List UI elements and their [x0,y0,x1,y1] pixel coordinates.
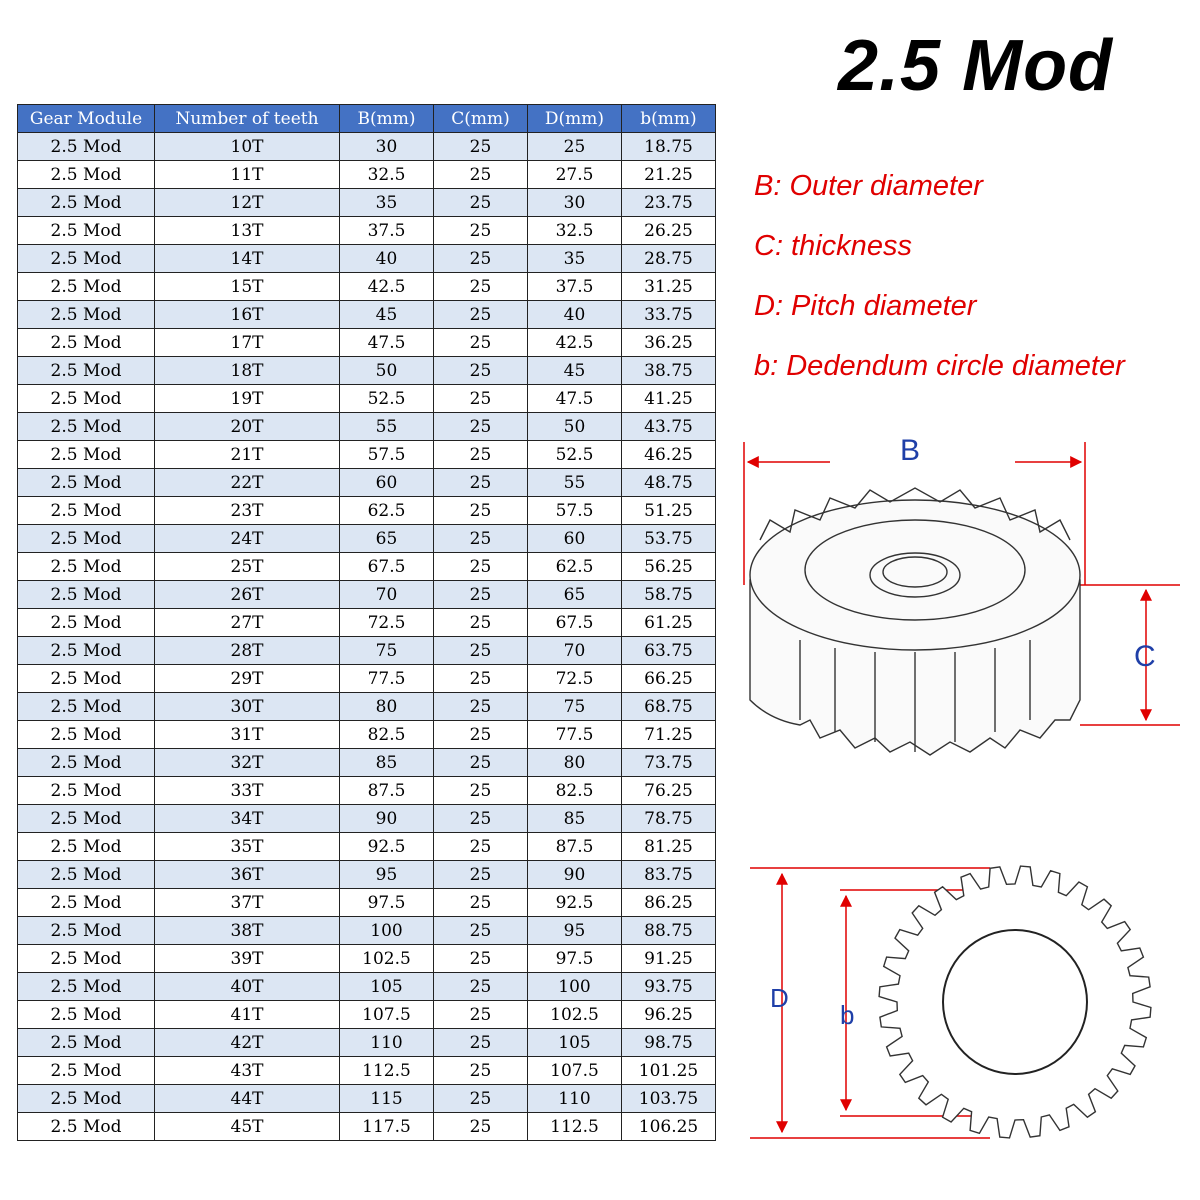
table-cell: 2.5 Mod [18,329,155,357]
table-cell: 26.25 [622,217,716,245]
table-cell: 93.75 [622,973,716,1001]
table-cell: 57.5 [340,441,434,469]
table-cell: 38T [155,917,340,945]
table-row [18,805,716,833]
table-cell: 25 [434,1113,528,1141]
table-cell: 20T [155,413,340,441]
table-cell: 58.75 [622,581,716,609]
table-cell: 25 [434,917,528,945]
table-cell: 2.5 Mod [18,357,155,385]
table-cell: 2.5 Mod [18,189,155,217]
table-cell: 35T [155,833,340,861]
column-header: D(mm) [528,105,622,133]
table-cell: 45 [528,357,622,385]
table-cell: 80 [340,693,434,721]
table-cell: 86.25 [622,889,716,917]
table-cell: 110 [340,1029,434,1057]
table-cell: 25 [434,245,528,273]
table-row [18,189,716,217]
table-row [18,665,716,693]
table-cell: 48.75 [622,469,716,497]
table-cell: 52.5 [528,441,622,469]
table-cell: 37T [155,889,340,917]
table-row [18,217,716,245]
table-cell: 67.5 [340,553,434,581]
table-cell: 2.5 Mod [18,217,155,245]
table-cell: 12T [155,189,340,217]
table-cell: 25 [434,1085,528,1113]
gear-front-diagram [740,840,1190,1175]
table-cell: 65 [528,581,622,609]
table-header-row [18,105,716,133]
table-cell: 28.75 [622,245,716,273]
table-cell: 30 [340,133,434,161]
table-cell: 2.5 Mod [18,1085,155,1113]
table-cell: 32T [155,749,340,777]
table-cell: 47.5 [528,385,622,413]
table-cell: 2.5 Mod [18,777,155,805]
table-cell: 92.5 [340,833,434,861]
table-cell: 2.5 Mod [18,833,155,861]
table-row [18,777,716,805]
table-cell: 98.75 [622,1029,716,1057]
table-row [18,245,716,273]
table-body [18,133,716,1141]
table-cell: 31T [155,721,340,749]
table-cell: 2.5 Mod [18,665,155,693]
table-cell: 17T [155,329,340,357]
table-cell: 2.5 Mod [18,861,155,889]
table-cell: 76.25 [622,777,716,805]
table-cell: 19T [155,385,340,413]
table-cell: 25 [434,693,528,721]
table-cell: 25 [434,889,528,917]
table-cell: 2.5 Mod [18,889,155,917]
table-cell: 2.5 Mod [18,161,155,189]
table-cell: 33.75 [622,301,716,329]
table-cell: 61.25 [622,609,716,637]
table-cell: 24T [155,525,340,553]
table-cell: 102.5 [340,945,434,973]
table-cell: 25 [434,441,528,469]
table-cell: 100 [340,917,434,945]
table-row [18,161,716,189]
table-cell: 2.5 Mod [18,749,155,777]
dimension-label-D: D [770,983,789,1013]
table-cell: 25 [434,945,528,973]
table-cell: 102.5 [528,1001,622,1029]
table-cell: 2.5 Mod [18,469,155,497]
table-cell: 31.25 [622,273,716,301]
gear-spec-table [17,104,716,1141]
table-cell: 36T [155,861,340,889]
table-cell: 71.25 [622,721,716,749]
legend-pitch-diameter: D: Pitch diameter [754,290,977,322]
column-header: B(mm) [340,105,434,133]
table-cell: 18.75 [622,133,716,161]
gear-3d-diagram [740,420,1190,765]
table-cell: 25 [434,805,528,833]
table-cell: 25 [434,273,528,301]
table-cell: 29T [155,665,340,693]
table-cell: 41.25 [622,385,716,413]
table-cell: 100 [528,973,622,1001]
table-cell: 42.5 [528,329,622,357]
table-cell: 27.5 [528,161,622,189]
table-cell: 25 [434,217,528,245]
table-cell: 2.5 Mod [18,693,155,721]
table-cell: 115 [340,1085,434,1113]
table-cell: 37.5 [528,273,622,301]
table-cell: 45 [340,301,434,329]
table-cell: 62.5 [340,497,434,525]
table-cell: 62.5 [528,553,622,581]
table-cell: 95 [528,917,622,945]
table-cell: 25 [434,161,528,189]
table-cell: 91.25 [622,945,716,973]
table-cell: 25 [434,525,528,553]
table-cell: 78.75 [622,805,716,833]
table-cell: 97.5 [528,945,622,973]
table-cell: 83.75 [622,861,716,889]
table-cell: 60 [528,525,622,553]
table-row [18,1029,716,1057]
table-cell: 25 [434,133,528,161]
table-cell: 52.5 [340,385,434,413]
table-cell: 2.5 Mod [18,973,155,1001]
table-cell: 88.75 [622,917,716,945]
table-cell: 101.25 [622,1057,716,1085]
table-cell: 2.5 Mod [18,805,155,833]
table-cell: 23T [155,497,340,525]
table-cell: 2.5 Mod [18,413,155,441]
table-row [18,329,716,357]
table-cell: 25 [434,833,528,861]
table-row [18,637,716,665]
table-cell: 23.75 [622,189,716,217]
table-cell: 50 [340,357,434,385]
table-cell: 53.75 [622,525,716,553]
table-row [18,497,716,525]
table-cell: 81.25 [622,833,716,861]
table-cell: 70 [528,637,622,665]
legend-outer-diameter: B: Outer diameter [754,170,983,202]
table-cell: 30T [155,693,340,721]
table-cell: 25 [434,189,528,217]
table-cell: 25 [528,133,622,161]
table-row [18,889,716,917]
table-cell: 25 [434,385,528,413]
column-header: b(mm) [622,105,716,133]
table-cell: 46.25 [622,441,716,469]
table-row [18,133,716,161]
table-row [18,469,716,497]
table-row [18,1113,716,1141]
table-cell: 45T [155,1113,340,1141]
table-cell: 40 [528,301,622,329]
table-row [18,1085,716,1113]
table-cell: 39T [155,945,340,973]
table-cell: 11T [155,161,340,189]
table-cell: 34T [155,805,340,833]
table-cell: 2.5 Mod [18,441,155,469]
table-cell: 106.25 [622,1113,716,1141]
table-cell: 25 [434,301,528,329]
table-cell: 42.5 [340,273,434,301]
table-cell: 32.5 [340,161,434,189]
table-cell: 21.25 [622,161,716,189]
table-cell: 107.5 [340,1001,434,1029]
table-cell: 15T [155,273,340,301]
table-cell: 82.5 [528,777,622,805]
dimension-label-b: b [840,1000,855,1030]
table-cell: 2.5 Mod [18,1113,155,1141]
table-cell: 25 [434,721,528,749]
table-cell: 2.5 Mod [18,301,155,329]
table-cell: 25 [434,553,528,581]
table-cell: 50 [528,413,622,441]
table-cell: 2.5 Mod [18,133,155,161]
table-cell: 43.75 [622,413,716,441]
table-cell: 63.75 [622,637,716,665]
table-row [18,609,716,637]
table-cell: 51.25 [622,497,716,525]
table-cell: 25 [434,749,528,777]
table-row [18,973,716,1001]
table-cell: 56.25 [622,553,716,581]
table-cell: 87.5 [528,833,622,861]
table-cell: 25 [434,973,528,1001]
table-cell: 42T [155,1029,340,1057]
table-cell: 112.5 [528,1113,622,1141]
table-cell: 105 [528,1029,622,1057]
legend-thickness: C: thickness [754,230,912,262]
dimension-label-C: C [1134,640,1156,673]
table-cell: 2.5 Mod [18,917,155,945]
table-cell: 25 [434,861,528,889]
table-cell: 2.5 Mod [18,245,155,273]
table-cell: 2.5 Mod [18,1001,155,1029]
table-cell: 25 [434,329,528,357]
table-cell: 38.75 [622,357,716,385]
table-cell: 2.5 Mod [18,385,155,413]
table-cell: 55 [528,469,622,497]
table-cell: 25 [434,413,528,441]
table-cell: 77.5 [340,665,434,693]
table-cell: 90 [528,861,622,889]
column-header: Gear Module [18,105,155,133]
table-cell: 14T [155,245,340,273]
table-cell: 25 [434,1001,528,1029]
gear-teeth-outline [879,866,1151,1138]
table-cell: 2.5 Mod [18,609,155,637]
table-cell: 77.5 [528,721,622,749]
table-cell: 70 [340,581,434,609]
table-row [18,441,716,469]
table-cell: 110 [528,1085,622,1113]
table-cell: 92.5 [528,889,622,917]
table-cell: 117.5 [340,1113,434,1141]
table-cell: 36.25 [622,329,716,357]
table-cell: 82.5 [340,721,434,749]
table-cell: 66.25 [622,665,716,693]
table-cell: 60 [340,469,434,497]
table-cell: 25T [155,553,340,581]
table-cell: 2.5 Mod [18,581,155,609]
table-cell: 105 [340,973,434,1001]
table-row [18,693,716,721]
table-row [18,357,716,385]
table-row [18,525,716,553]
table-cell: 90 [340,805,434,833]
table-cell: 27T [155,609,340,637]
table-cell: 28T [155,637,340,665]
table-cell: 55 [340,413,434,441]
table-row [18,917,716,945]
table-cell: 25 [434,665,528,693]
table-cell: 25 [434,469,528,497]
table-cell: 75 [340,637,434,665]
table-row [18,553,716,581]
column-header: C(mm) [434,105,528,133]
page-title: 2.5 Mod [838,26,1114,106]
table-cell: 44T [155,1085,340,1113]
table-row [18,945,716,973]
table-cell: 67.5 [528,609,622,637]
table-cell: 97.5 [340,889,434,917]
table-cell: 87.5 [340,777,434,805]
table-cell: 32.5 [528,217,622,245]
table-cell: 73.75 [622,749,716,777]
table-row [18,385,716,413]
table-row [18,721,716,749]
table-cell: 72.5 [528,665,622,693]
table-cell: 2.5 Mod [18,637,155,665]
table-cell: 25 [434,581,528,609]
table-cell: 2.5 Mod [18,721,155,749]
table-cell: 96.25 [622,1001,716,1029]
table-cell: 30 [528,189,622,217]
table-cell: 41T [155,1001,340,1029]
table-cell: 35 [528,245,622,273]
table-cell: 107.5 [528,1057,622,1085]
column-header: Number of teeth [155,105,340,133]
table-cell: 68.75 [622,693,716,721]
table-cell: 112.5 [340,1057,434,1085]
table-row [18,301,716,329]
table-cell: 103.75 [622,1085,716,1113]
table-cell: 37.5 [340,217,434,245]
table-cell: 65 [340,525,434,553]
table-cell: 25 [434,637,528,665]
table-row [18,749,716,777]
table-cell: 85 [340,749,434,777]
table-cell: 40 [340,245,434,273]
table-cell: 2.5 Mod [18,1029,155,1057]
table-cell: 2.5 Mod [18,945,155,973]
table-row [18,273,716,301]
table-cell: 22T [155,469,340,497]
table-cell: 2.5 Mod [18,525,155,553]
table-cell: 47.5 [340,329,434,357]
table-cell: 21T [155,441,340,469]
table-cell: 25 [434,1057,528,1085]
table-cell: 26T [155,581,340,609]
table-cell: 25 [434,1029,528,1057]
table-row [18,581,716,609]
table-cell: 2.5 Mod [18,497,155,525]
table-cell: 2.5 Mod [18,553,155,581]
table-cell: 10T [155,133,340,161]
dimension-label-B: B [900,434,921,467]
table-cell: 33T [155,777,340,805]
table-cell: 35 [340,189,434,217]
table-row [18,861,716,889]
table-row [18,1001,716,1029]
table-row [18,833,716,861]
table-cell: 57.5 [528,497,622,525]
table-cell: 16T [155,301,340,329]
table-cell: 72.5 [340,609,434,637]
table-cell: 25 [434,497,528,525]
table-cell: 25 [434,609,528,637]
table-cell: 13T [155,217,340,245]
table-cell: 43T [155,1057,340,1085]
table-row [18,1057,716,1085]
table-cell: 25 [434,357,528,385]
table-row [18,413,716,441]
table-cell: 40T [155,973,340,1001]
table-cell: 18T [155,357,340,385]
table-cell: 95 [340,861,434,889]
table-cell: 25 [434,777,528,805]
table-cell: 85 [528,805,622,833]
legend-dedendum-diameter: b: Dedendum circle diameter [754,350,1125,382]
table-cell: 2.5 Mod [18,1057,155,1085]
table-cell: 2.5 Mod [18,273,155,301]
table-cell: 75 [528,693,622,721]
table-cell: 80 [528,749,622,777]
